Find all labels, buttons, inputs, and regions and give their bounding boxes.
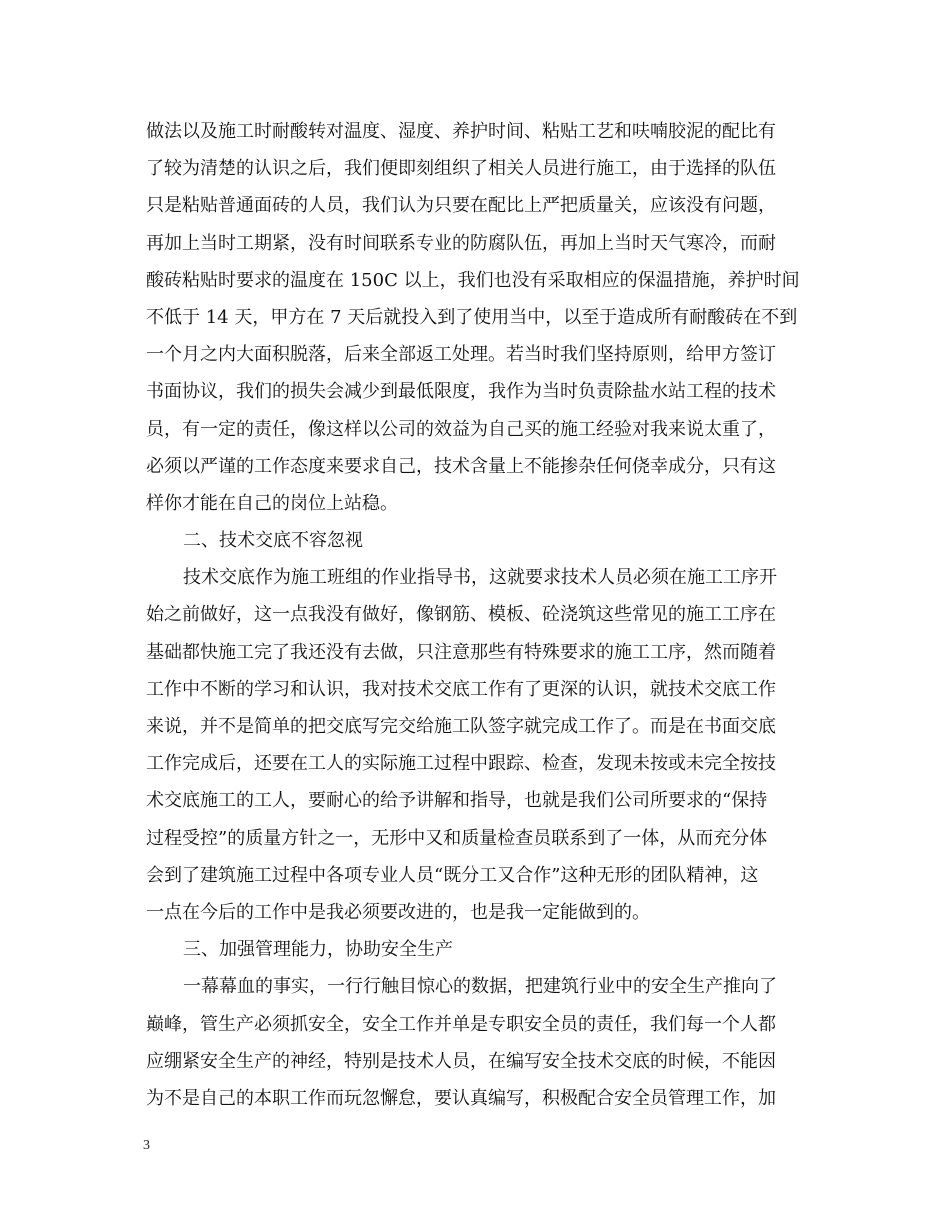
text-line: 样你才能在自己的岗位上站稳。: [146, 492, 398, 514]
text-line: 必须以严谨的工作态度来要求自己，技术含量上不能掺杂任何侥幸成分，只有这: [146, 455, 776, 477]
text-line: 来说，并不是简单的把交底写完交给施工队签字就完成工作了。而是在书面交底: [146, 716, 776, 737]
text-line: 巅峰，管生产必须抓安全，安全工作并单是专职安全员的责任，我们每一个人都: [146, 1013, 776, 1035]
text-line: 一点在今后的工作中是我必须要改进的，也是我一定能做到的。: [146, 901, 650, 923]
text-line: 始之前做好，这一点我没有做好，像钢筋、模板、砼浇筑这些常见的施工工序在: [146, 604, 776, 626]
text-line: 会到了建筑施工过程中各项专业人员“既分工又合作”这种无形的团队精神，这: [146, 864, 759, 886]
page-number: 3: [143, 1138, 150, 1153]
text-line: 一个月之内大面积脱落，后来全部返工处理。若当时我们坚持原则，给甲方签订: [146, 344, 776, 366]
document-body: [146, 113, 810, 1117]
text-line: 做法以及施工时耐酸转对温度、湿度、养护时间、粘贴工艺和呋喃胶泥的配比有: [146, 121, 776, 142]
section-heading-2: 二、技术交底不容忽视: [183, 530, 363, 552]
text-line: 过程受控”的质量方针之一，无形中又和质量检查员联系到了一体，从而充分体: [146, 827, 768, 849]
text-line: 了较为清楚的认识之后，我们便即刻组织了相关人员进行施工，由于选择的队伍: [146, 158, 776, 180]
text-line: 技术交底作为施工班组的作业指导书，这就要求技术人员必须在施工工序开: [183, 567, 777, 589]
text-line: 术交底施工的工人，要耐心的给予讲解和指导，也就是我们公司所要求的“保持: [146, 790, 768, 812]
text-line: 工作中不断的学习和认识，我对技术交底工作有了更深的认识，就技术交底工作: [146, 678, 776, 700]
text-line: 只是粘贴普通面砖的人员，我们认为只要在配比上严把质量关，应该没有问题，: [146, 195, 776, 217]
text-line: 应绷紧安全生产的神经，特别是技术人员，在编写安全技术交底的时候，不能因: [146, 1050, 776, 1072]
text-line: 酸砖粘贴时要求的温度在 150C 以上，我们也没有采取相应的保温措施，养护时间: [146, 269, 800, 291]
text-line: 书面协议，我们的损失会减少到最低限度，我作为当时负责除盐水站工程的技术: [146, 381, 776, 403]
text-line: 基础都快施工完了我还没有去做，只注意那些有特殊要求的施工工序，然而随着: [146, 641, 776, 663]
text-line: 为不是自己的本职工作而玩忽懈怠，要认真编写，积极配合安全员管理工作，加: [146, 1087, 776, 1109]
text-line: 再加上当时工期紧，没有时间联系专业的防腐队伍，再加上当时天气寒冷，而耐: [146, 232, 776, 254]
section-heading-3: 三、加强管理能力，协助安全生产: [183, 939, 453, 961]
text-line: 员，有一定的责任，像这样以公司的效益为自己买的施工经验对我来说太重了，: [146, 418, 776, 440]
text-line: 工作完成后，还要在工人的实际施工过程中跟踪、检查，发现未按或未完全按技: [146, 753, 776, 775]
text-line: 一幕幕血的事实，一行行触目惊心的数据，把建筑行业中的安全生产推向了: [183, 976, 777, 998]
text-line: 不低于 14 天，甲方在 7 天后就投入到了使用当中，以至于造成所有耐酸砖在不到: [146, 306, 798, 328]
